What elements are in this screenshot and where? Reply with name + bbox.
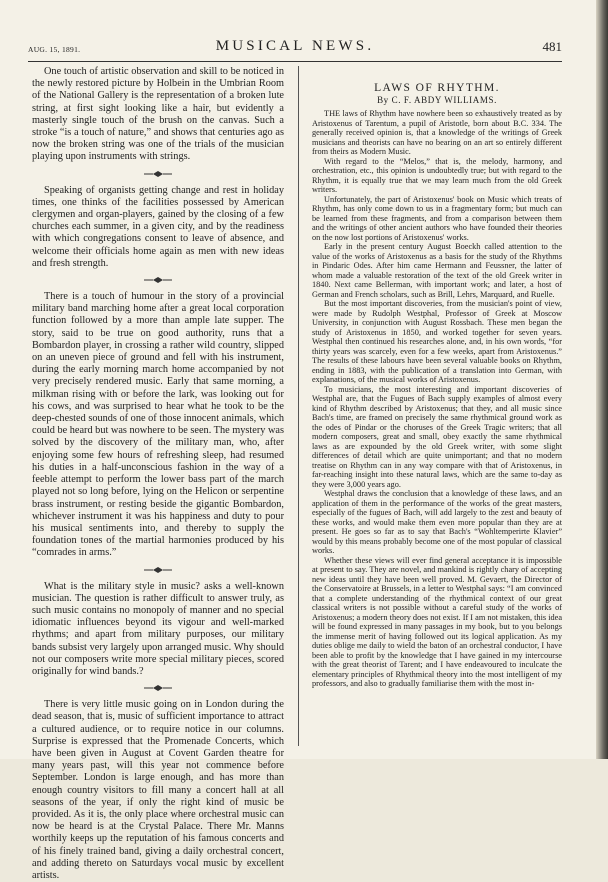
section-ornament-icon — [32, 170, 284, 178]
article-paragraph: Early in the present century August Boeckh called attention to the value of the works of Aristoxenus as a basis for the study of the Rhythms in Pindaric Odes. After him came Hermann and Feussner, the latter of whom made a valuable restoration of the text of the old Greek writer in 1840. Next came Bellerman, with important work; and later, a host of German and French scholars, such as Brill, Lehrs, Marquard, and Ruelle. — [312, 242, 562, 299]
header-title: MUSICAL NEWS. — [215, 38, 375, 54]
header-rule — [28, 61, 562, 62]
article-paragraph: Whether these views will ever find general acceptance it is impossible at present to say. They are novel, and mankind is rightly chary of accepting new ideas until they have been well proved. M. Gevaert, the Director of the Conservatoire at Brussels, in a letter to Westphal says: “I am convinced that a complete understanding of the rhythmical context of our great classical writers is not possible without a careful study of the works of Aristoxenus; a modern theory does not exist. If I am not mistaken, this idea will be found expressed in many passages in my book, but to you belongs the immense merit of having followed out its logical application. As my duties oblige me daily to wield the baton of an orchestral conductor, I have been able to profit by the knowledge that I have gained in my intercourse with the great theorist of Tarent; and I have endeavoured to inculcate the elementary principles of Rhythmical theory into the most intelligent of my professors, and also to gradually familiarise them with the most in- — [312, 555, 562, 688]
article-paragraph: With regard to the “Melos,” that is, the melody, harmony, and orchestration, etc., this opinion is undoubtedly true; but with regard to the Rhythm, it is equally true that we may learn much from the old Greek writers. — [312, 156, 562, 194]
header-page-number: 481 — [542, 39, 562, 54]
header-date: AUG. 15, 1891. — [28, 45, 81, 54]
article-paragraph: To musicians, the most interesting and important discoveries of Westphal are, that the Fugues of Bach supply examples of almost every kind of Rhythm described by Aristoxenus; that they, and all music since Bach's time, are framed on precisely the same rhythmical ground work as the odes of Pindar or the choruses of the Greek Tragic writers; that all modern composers, great and small, obey exactly the same rhythmical laws as are expounded by the old Greek writer, with some slight differences of detail which are quite unimportant; and that no modern treatise on Rhythm can in any way compare with that of Aristoxenus, in far-reaching insight into these natural laws, which are the same to-day as they were 3,000 years ago. — [312, 384, 562, 489]
article-paragraph: But the most important discoveries, from the musician's point of view, were made by Rudolph Westphal, Professor of Greek at Moscow University, in conjunction with August Rossbach. These men began the study of Aristoxenus in 1850, and worked together for seven years. Westphal then continued his researches alone, and, in his own words, “for thirty years was scarcely, even for a few weeks, apart from Aristoxenus.” The results of these labours have been several valuable books on Rhythm, ending in 1883, with the publication of a translation into German, with explanations, of the musical works of Aristoxenus. — [312, 299, 562, 384]
book-binding-edge — [596, 0, 608, 759]
paragraph-london-music: There is very little music going on in London during the dead season, that is, music of sufficient importance to attract a cultured audience, or to require notice in our columns. Surprise is expressed that the Promenade Concerts, which have been given in August at Covent Garden theatre for many years past, will this year not commence before September. London is large enough, and has more than enough country visitors to fill many a concert hall at all seasons of the year, if only the right kind of music be provided. As it is, the only place where orchestral music can now be heard is at the Crystal Palace. There Mr. Manns worthily keeps up the reputation of his famous concerts and of his finely trained band, giving a daily orchestral concert, and adding thereto on Saturdays vocal music by excellent artists. — [32, 699, 284, 881]
article-byline: By C. F. ABDY WILLIAMS. — [377, 94, 497, 105]
article-paragraph: THE laws of Rhythm have nowhere been so exhaustively treated as by Aristoxenus of Tarentum, a pupil of Aristotle, born about B.C. 334. The generally received opinion is, that a knowledge of the writings of Greek musicians and theorists can have no bearing on an art so entirely different from theirs as Modern Music. — [312, 109, 562, 156]
article-paragraph: Unfortunately, the part of Aristoxenus' book on Music which treats of Rhythm, has only come down to us in a fragmentary form; but much can be learned from these fragments, and from a comparison between them and the writings of other ancient authors who have founded their theories on the now lost portions of Aristoxenus' works. — [312, 194, 562, 242]
column-divider — [298, 66, 299, 746]
left-column — [32, 66, 284, 882]
page-header — [28, 38, 562, 58]
article-paragraph: Westphal draws the conclusion that a knowledge of these laws, and an application of them in the performance of the works of the great masters, especially of the fugues of Bach, will add largely to the zest and beauty of these works, and would make them even more popular than they are at present. He goes so far as to say that Bach's “Wohltemperirte Klavier” would by this means probably become one of the most popular of classical works. — [312, 489, 562, 555]
section-ornament-icon — [32, 566, 284, 574]
paragraph-organists: Speaking of organists getting change and rest in holiday times, one thinks of the facilities possessed by American clergymen and organ-players, gained by the closing of a few churches each summer, in a given city, and by the readiness with which congregations consent to leave of absence, and welcome their officials home again as men with new ideas and fresh strength. — [32, 184, 284, 269]
paragraph-military-band: There is a touch of humour in the story of a provincial military band marching home after a great local corporation function followed by a more than ample late supper. The story, said to be true on good authority, runs that a Bombardon player, in crossing a rather wild country, slipped on an uneven piece of ground and fell with his instrument, during the early morning march home accompanied by not very precisely rendered music. Early that same morning, a milkman rising with or before the lark, was looking out for his cows, and was surprised to hear what he took to be the deep-chested sounds of one of those innocent animals, which could be heard but was nowhere to be seen. The mystery was solved by the discovery of the military man, who, after enjoying some few hours of refreshing sleep, had resumed his duties in a half-unconscious fashion in the way of a feeble attempt to perform the lower bass part of the march played not so long before, lying on the Helicon or serpentine brass instrument, or resting beside the gigantic Bombardon, whichever instrument it was his happiness and duty to pour his musical sentiments into, and thereby to supply the foundation tones of the martial harmonies produced by his “comrades in arms.” — [32, 291, 284, 559]
paragraph-lute-string: One touch of artistic observation and skill to be noticed in the newly restored picture by Holbein in the Umbrian Room of the National Gallery is the representation of a broken lute string, at first sight looking like a hair, but evidently a masterly single touch of the brush on the canvas. Such a stroke “is a touch of nature,” and shows that centuries ago as now the broken string was one of the trials of the musician playing upon instruments with strings. — [32, 66, 284, 163]
section-ornament-icon — [32, 276, 284, 284]
right-column — [312, 66, 562, 689]
article-title: LAWS OF RHYTHM. — [374, 82, 500, 94]
paragraph-military-style: What is the military style in music? asks a well-known musician. The question is rather difficult to answer truly, as such music contains no monopoly of manner and no special idiomatic influences beyond its vigour and well-marked rhythms; and apart from military purposes, our military bands subsist very largely upon arranged music. Why should not our composers write more special military pieces, scored originally for wind bands.? — [32, 580, 284, 677]
section-ornament-icon — [32, 684, 284, 692]
